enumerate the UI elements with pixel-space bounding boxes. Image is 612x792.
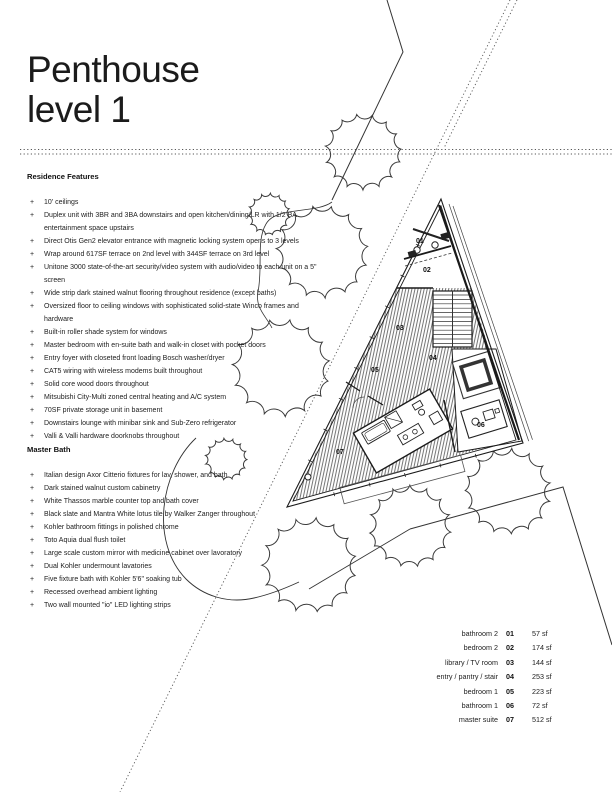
master-bath-list	[27, 469, 327, 612]
plus-bullet-icon: +	[30, 511, 35, 518]
feature-text: Master bedroom with en-suite bath and walk-in closet with pocket doors	[44, 342, 266, 349]
legend-room-name: library / TV room	[445, 657, 498, 667]
feature-text: Mitsubishi City-Multi zoned central heating and A/C system	[44, 394, 227, 401]
feature-text: Kohler bathroom fittings in polished chrome	[44, 524, 179, 531]
legend-room-area: 144 sf	[532, 657, 552, 667]
feature-text: Black slate and Mantra White lotus tile by Walker Zanger throughout	[44, 511, 256, 518]
legend-row	[372, 687, 582, 701]
legend-row	[372, 701, 582, 715]
feature-item	[27, 547, 327, 560]
room-label-05: 05	[371, 367, 379, 374]
plus-bullet-icon: +	[30, 355, 35, 362]
legend-room-name: bedroom 1	[463, 686, 498, 696]
legend-room-number: 01	[506, 629, 514, 638]
legend-row	[372, 658, 582, 672]
feature-item	[27, 417, 327, 430]
legend-room-name: entry / pantry / stair	[436, 672, 498, 682]
feature-item	[27, 300, 327, 326]
plus-bullet-icon: +	[30, 290, 35, 297]
legend-room-area: 253 sf	[532, 672, 552, 682]
feature-text: Oversized floor to ceiling windows with sophisticated solid-state Winco frames and hardware	[44, 303, 299, 323]
legend-room-number: 03	[506, 657, 514, 667]
feature-item	[27, 534, 327, 547]
room-label-04: 04	[429, 355, 437, 362]
feature-item	[27, 573, 327, 586]
room-label-07: 07	[336, 449, 344, 456]
plus-bullet-icon: +	[30, 407, 35, 414]
legend-row	[372, 643, 582, 657]
plus-bullet-icon: +	[30, 602, 35, 609]
feature-text: Solid core wood doors throughout	[44, 381, 149, 388]
feature-text: CAT5 wiring with wireless modems built throughout	[44, 368, 203, 375]
feature-text: Entry foyer with closeted front loading Bosch washer/dryer	[44, 355, 225, 362]
feature-item	[27, 560, 327, 573]
plus-bullet-icon: +	[30, 264, 35, 271]
plus-bullet-icon: +	[30, 485, 35, 492]
feature-text: 10' ceilings	[44, 199, 79, 206]
legend-room-area: 57 sf	[532, 629, 548, 638]
feature-text: Two wall mounted "io" LED lighting strips	[44, 602, 171, 609]
legend-room-name: bathroom 1	[461, 700, 498, 710]
plus-bullet-icon: +	[30, 472, 35, 479]
feature-text: Downstairs lounge with minibar sink and Sub-Zero refrigerator	[44, 420, 237, 427]
plus-bullet-icon: +	[30, 251, 35, 258]
legend-room-area: 512 sf	[532, 715, 552, 725]
feature-item	[27, 287, 327, 300]
feature-item	[27, 378, 327, 391]
feature-text: Large scale custom mirror with medicine cabinet over lavoratory	[44, 550, 243, 557]
feature-text: Direct Otis Gen2 elevator entrance with magnetic locking system opens to 3 levels	[44, 238, 299, 245]
legend-room-number: 02	[506, 643, 514, 653]
room-label-01: 01	[416, 238, 424, 245]
plus-bullet-icon: +	[30, 576, 35, 583]
legend-room-name: bathroom 2	[461, 629, 498, 638]
room-label-03: 03	[396, 325, 404, 332]
feature-item	[27, 365, 327, 378]
legend-room-area: 223 sf	[532, 686, 552, 696]
legend-room-number: 05	[506, 686, 514, 696]
feature-item	[27, 469, 327, 482]
feature-text: White Thassos marble counter top and bath cover	[44, 498, 199, 505]
residence-features-list	[27, 196, 327, 443]
feature-item	[27, 196, 327, 209]
feature-item	[27, 508, 327, 521]
feature-text: 70SF private storage unit in basement	[44, 407, 163, 414]
legend-room-number: 04	[506, 672, 514, 682]
page-title	[27, 50, 199, 130]
plus-bullet-icon: +	[30, 550, 35, 557]
plus-bullet-icon: +	[30, 381, 35, 388]
legend-row	[372, 715, 582, 729]
plus-bullet-icon: +	[30, 537, 35, 544]
plus-bullet-icon: +	[30, 394, 35, 401]
feature-text: Unitone 3000 state-of-the-art security/video system with audio/video to each unit on a 5" screen	[44, 264, 317, 284]
feature-text: Duplex unit with 3BR and 3BA downstairs and open kitchen/dining/LR with 1/2 BA entertainment space upstairs	[44, 212, 297, 232]
feature-text: Five fixture bath with Kohler 5'6" soaking tub	[44, 576, 182, 583]
feature-item	[27, 209, 327, 235]
plus-bullet-icon: +	[30, 368, 35, 375]
tree-icon	[317, 106, 410, 198]
plus-bullet-icon: +	[30, 238, 35, 245]
feature-item	[27, 352, 327, 365]
feature-text: Dark stained walnut custom cabinetry	[44, 485, 161, 492]
plus-bullet-icon: +	[30, 199, 35, 206]
feature-item	[27, 248, 327, 261]
plus-bullet-icon: +	[30, 433, 35, 440]
feature-item	[27, 521, 327, 534]
plus-bullet-icon: +	[30, 589, 35, 596]
feature-text: Recessed overhead ambient lighting	[44, 589, 158, 596]
master-bath-heading: Master Bath	[27, 445, 71, 454]
legend-row	[372, 629, 582, 643]
tree-icon	[363, 479, 457, 573]
page-title-line1: Penthouse	[27, 49, 200, 90]
residence-features-heading: Residence Features	[27, 172, 99, 181]
legend-room-name: bedroom 2	[463, 643, 498, 653]
page-title-line2: level 1	[27, 89, 131, 130]
legend-room-area: 72 sf	[532, 700, 548, 710]
feature-item	[27, 430, 327, 443]
feature-item	[27, 599, 327, 612]
plus-bullet-icon: +	[30, 420, 35, 427]
feature-item	[27, 586, 327, 599]
legend-room-name: master suite	[458, 715, 498, 725]
plus-bullet-icon: +	[30, 563, 35, 570]
feature-text: Toto Aquia dual flush toilet	[44, 537, 126, 544]
plus-bullet-icon: +	[30, 303, 35, 310]
feature-text: Built-in roller shade system for windows	[44, 329, 167, 336]
feature-item	[27, 235, 327, 248]
plus-bullet-icon: +	[30, 342, 35, 349]
feature-text: Italian design Axor Citterio fixtures for lav, shower, and bath	[44, 472, 228, 479]
legend-room-number: 06	[506, 700, 514, 710]
feature-item	[27, 326, 327, 339]
feature-item	[27, 339, 327, 352]
feature-text: Valli & Valli hardware doorknobs throughout	[44, 433, 180, 440]
feature-item	[27, 391, 327, 404]
plus-bullet-icon: +	[30, 524, 35, 531]
feature-item	[27, 404, 327, 417]
feature-item	[27, 482, 327, 495]
legend-room-number: 07	[506, 715, 514, 725]
plus-bullet-icon: +	[30, 498, 35, 505]
feature-text: Wide strip dark stained walnut flooring throughout residence (except baths)	[44, 290, 277, 297]
plus-bullet-icon: +	[30, 212, 35, 219]
room-label-02: 02	[423, 267, 431, 274]
room-legend	[372, 629, 582, 730]
legend-row	[372, 672, 582, 686]
feature-text: Wrap around 617SF terrace on 2nd level with 344SF terrace on 3rd level	[44, 251, 270, 258]
feature-item	[27, 261, 327, 287]
plus-bullet-icon: +	[30, 329, 35, 336]
room-label-06: 06	[477, 422, 485, 429]
feature-text: Dual Kohler undermount lavatories	[44, 563, 152, 570]
legend-room-area: 174 sf	[532, 643, 552, 653]
feature-item	[27, 495, 327, 508]
